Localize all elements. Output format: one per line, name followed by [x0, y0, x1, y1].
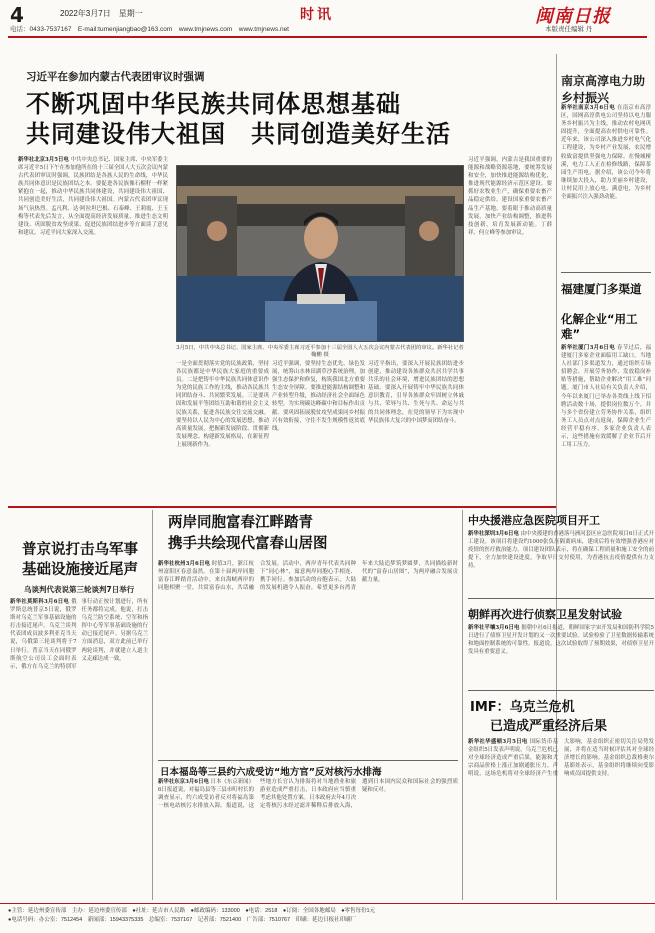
story-imf-body: 新华社华盛顿3月5日电 国际货币基金组织5日发表声明说，乌克兰危机已对全球经济造成严重后果，能源和大宗商品价格上涨正加剧通胀压力。声明说，这场危机将对全球经济产生重大影响，基金组织正密切关注局势发展，并将在适当时候评估其对全球经济增长的影响。基金组织总裁格奥尔基耶娃表示，基金组织将继续向受影响成员国提供支持。: [468, 739, 654, 778]
divider: [468, 690, 654, 691]
story-putin-subtitle: 乌谈判代表说第三轮谈判7日举行: [24, 585, 135, 594]
photo-image: [177, 166, 464, 342]
divider: [158, 760, 458, 761]
story-xiamen-title-line2: 化解企业“用工难”: [561, 312, 638, 341]
photo-caption: 3月5日，中共中央总书记、国家主席、中央军委主席习近平参加十三届全国人大五次会议内蒙古代表团的审议。新华社记者 鞠鹏 摄: [176, 345, 464, 358]
imprint-footer: [0, 903, 655, 933]
page-number: 4: [10, 3, 24, 27]
story-imf-title-line2: 已造成严重经济后果: [490, 719, 608, 734]
lead-photo: [176, 165, 464, 342]
story-hk-title: 中央援港应急医院项目开工: [468, 514, 600, 527]
responsible-editor: 本版责任编辑 丹: [545, 26, 593, 33]
masthead: [0, 0, 655, 48]
story-fukushima-body: 新华社东京3月6日电 日本《东京新闻》6日报道说，对福岛县等三县市町村长的调查显示，约六成受访者反对将福岛第一核电站核污水排放入海。报道说，这些地方长官认为排海将对当地渔业和旅游业造成严重打击，日本政府应当慎重考虑其他处置方案。日本政府去年4月决定将核污水经过滤并稀释后排放入海，遭到日本国内民众和国际社会的强烈质疑和反对。: [158, 779, 458, 810]
lead-headline-line1: 不断巩固中华民族共同体思想基础: [26, 90, 401, 118]
story-nanjing-title: 南京高淳电力助乡村振兴: [561, 74, 646, 105]
lead-byline: 新华社北京3月5日电: [18, 157, 69, 163]
bottom-left-divider: [152, 510, 153, 900]
lead-body-col2: 一是全面贯彻落实党的民族政策，坚持各民族都是中华民族大家庭的重要成员。二是把铸牢中华民族共同体意识作为党的民族工作的主线，推动各民族共同团结奋斗、共同繁荣发展。三是要巩固和发展平等团结互助和谐的社会主义民族关系，促进各民族交往交流交融。要坚持以人民为中心的发展思想，推动高质量发展，把握新发展阶段、贯彻新发展理念、构建新发展格局，在新征程上展现新作为。: [176, 361, 269, 448]
lead-body-col3: 习近平强调，要坚持生态优先、绿色发展，统筹山水林田湖草沙系统治理，加强生态保护和修复，构筑我国北方重要生态安全屏障。要推进能源结构调整和产业转型升级，推动经济社会全面绿色转型，为实现碳达峰碳中和目标作出贡献。要巩固拓展脱贫攻坚成果同乡村振兴有效衔接，守住不发生规模性返贫底线。: [272, 361, 365, 432]
bottom-right-divider: [462, 510, 463, 900]
story-dprk-body: 新华社平壤3月6日电 据朝中社6日报道，朝鲜国家宇宙开发局和国防科学院5日进行了侦察卫星开发计划的又一次重要试验。试验检验了卫星数据传输系统和地面控制系统的可靠性。报道说，这次试验取得了预期效果，对侦察卫星开发具有重要意义。: [468, 625, 654, 656]
header-rule: [8, 36, 647, 38]
lead-body-col5: 习近平强调，内蒙古是我国重要的能源和战略资源基地，要统筹发展和安全，加快推进能源结构优化，推进现代能源经济示范区建设。要抓好农牧业生产，确保重要农畜产品稳定供给，建设国家重要农畜产品生产基地。要着眼于推动高质量发展，加快产业结构调整，推进科技创新，培育发展新动能。丁薛祥、何立峰等参加审议。: [468, 157, 552, 236]
section-title: 时讯: [300, 7, 334, 23]
story-hk-body: 新华社深圳3月6日电 由中央援建的香港落马洲河套区应急医院项目6日正式开工建设。该项目将建设约1000张负压隔离病床，建成后将有效增强香港应对疫情的医疗救治能力。项目建设团队表示，将在确保工程质量和施工安全的前提下，全力加快建设进度，争取早日交付使用，为香港抗击疫情提供有力支持。: [468, 531, 654, 570]
story-fuchun-title-line1: 两岸同胞富春江畔踏青: [168, 515, 313, 531]
divider: [561, 272, 651, 273]
divider: [468, 598, 654, 599]
story-putin-body: 新华社莫斯科3月6日电 俄罗斯总统普京5日说，俄罗斯对乌克兰军事基础设施的打击接近尾声。乌克兰谈判代表团成员波多利亚克当天说，乌俄第三轮谈判将于7日举行。普京当天在同俄罗斯航空公司员工会面时表示，俄方在乌克兰的特别军事行动正按计划进行，所有任务都将完成。他说，打击乌克兰防空系统、空军和指挥中心等军事基础设施的行动已接近尾声。另据乌克兰方面消息，双方此前已举行两轮谈判，并就建立人道主义走廊达成一致。: [10, 599, 148, 670]
imprint-line2: ●电话号码：办公室：7512454 新闻部：15943375335 总编室：7537167 记者部：7521400 广告部：7510767 印刷：延边日报社印刷厂: [8, 917, 357, 923]
story-fukushima-title: 日本福岛等三县约六成受访“地方官”反对核污水排海: [160, 767, 382, 778]
lead-headline-line2: 共同建设伟大祖国 共同创造美好生活: [26, 120, 451, 148]
story-putin-title-line1: 普京说打击乌军事: [22, 542, 138, 558]
story-imf-title-line1: IMF：乌克兰危机: [470, 700, 575, 715]
story-fuchun-body: 新华社杭州3月6日电 时值3月，浙江杭州富阳区春意盎然。在第十届两岸同胞富春江畔踏青活动中，来自海峡两岸的同胞相聚一堂，共赏富春山水，共话融合发展。活动中，两岸青年代表共同种下“同心林”，寓意两岸同胞心手相连、携手同行。参加活动的台胞表示，大陆的发展机遇令人振奋，希望更多台湾青年来大陆追梦筑梦圆梦，共同描绘新时代的“富春山居图”，为两岸融合发展贡献力量。: [158, 561, 458, 592]
story-fuchun-title-line2: 携手共绘现代富春山居图: [168, 536, 328, 552]
story-putin-title-line2: 基础设施接近尾声: [22, 562, 138, 578]
contact-line: 电话：0433-7537167 E-mail:tumenjiangbao@163.com www.tmjnews.com www.tmjnews.net: [10, 26, 289, 33]
story-dprk-title: 朝鲜再次进行侦察卫星发射试验: [468, 608, 622, 621]
story-nanjing-body: 新华社南京3月6日电 在南京市高淳区，国网高淳供电公司坚持以电力服务乡村振兴为主线，推动农村电网巩固提升，全面提高农村供电可靠性。近年来，该公司深入推进乡村电气化工程建设，为乡村产业发展、农民增收致富提供坚强电力保障。在慢城桠溪，电力工人正在检修线路，保障茶园生产用电。据介绍，该公司今年将继续加大投入，助力美丽乡村建设，让村民用上放心电、满意电，为乡村全面振兴注入强劲动能。: [561, 105, 651, 201]
lead-body-col1: 新华社北京3月5日电 中共中央总书记、国家主席、中央军委主席习近平5日下午在参加他所在的十三届全国人大五次会议内蒙古代表团审议时强调，民族团结是各族人民的生命线，中华民族共同体意识是民族团结之本。要促进各民族像石榴籽一样紧紧抱在一起，推动中华民族共同体建设，共同建设伟大祖国、共同创造美好生活，共同建设伟大祖国。内蒙古代表团审议现场气氛热烈。孟凡利、达·阿拉坦巴根、石泰峰、王莉霞、王玉梅等代表先后发言，从全面提高经济发展质量、推进生态文明建设、巩固脱贫攻坚成果、促进民族团结进步等方面谈了意见和建议。习近平同大家深入交流。: [18, 157, 168, 236]
imprint-line1: ●主管：延边州委宣传部 主办：延边州委宣传部 ●社址：延吉市人民路 ●邮政编码：133000 ●电话：2518 ●订阅：全国各地邮局 ●零售每份1元: [8, 908, 376, 914]
story-xiamen-body: 新华社厦门3月6日电 春节过后，福建厦门多家企业面临用工缺口。当地人社部门多渠道发力，通过组织专场招聘会、开展劳务协作、发放稳岗补贴等措施，帮助企业解决“用工难”问题。厦门市人社局有关负责人介绍，今年以来厦门已举办各类线上线下招聘活动数十场，提供岗位数万个，并与多个省份建立劳务协作关系，组织务工人员点对点返岗，保障企业生产经营平稳有序。多家企业负责人表示，这些措施有效缓解了企业节后开工用工压力。: [561, 345, 651, 449]
lead-kicker: 习近平在参加内蒙古代表团审议时强调: [26, 71, 205, 83]
issue-date: 2022年3月7日 星期一: [60, 9, 143, 18]
story-xiamen-title-line1: 福建厦门多渠道: [561, 282, 642, 296]
lead-bottom-rule: [8, 506, 556, 508]
newspaper-logo: 闽南日报: [535, 6, 611, 27]
lead-body-col4: 习近平指出，要深入开展民族团结进步创建，推动建设各族群众共居共学共事共乐的社会环境，增进民族团结的思想基础。要深入开展铸牢中华民族共同体意识教育，引导各族群众牢固树立休戚与共、荣辱与共、生死与共、命运与共的共同体理念，在党的领导下为实现中华民族伟大复兴的中国梦而团结奋斗。: [368, 361, 464, 424]
